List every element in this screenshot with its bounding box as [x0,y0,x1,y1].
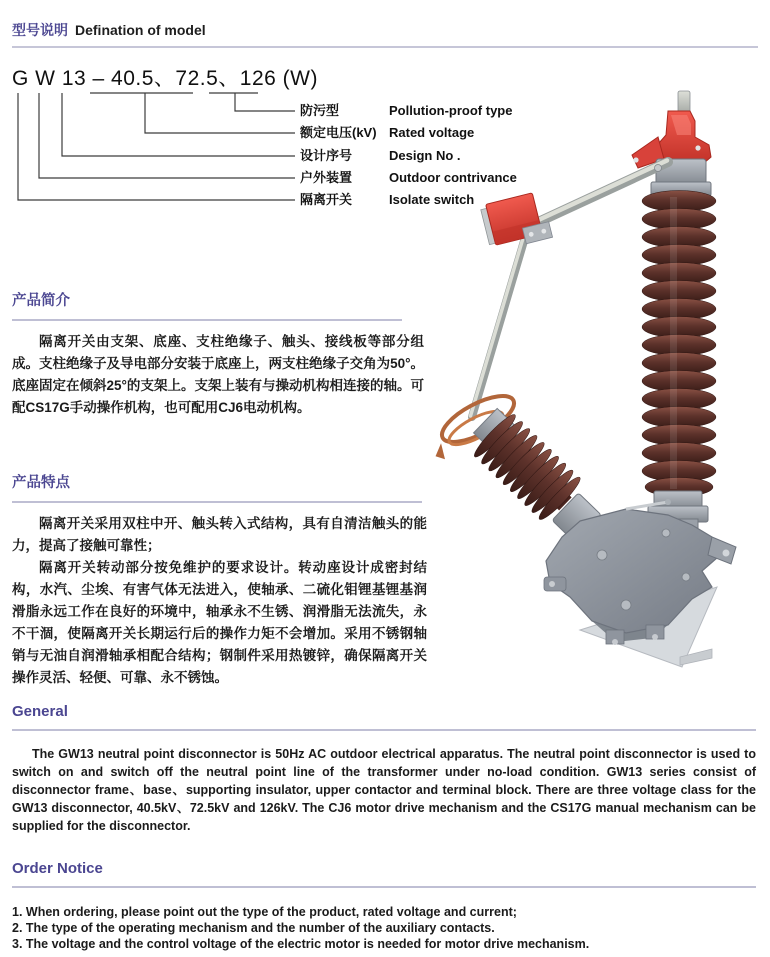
section-general [12,703,756,835]
product-features-divider [12,501,422,503]
product-intro-title: 产品简介 [12,293,70,309]
order-notice-item-1: 1. When ordering, please point out the type of the product, rated voltage and current; [12,905,517,919]
order-notice-title: Order Notice [12,860,103,877]
product-features-paragraph-1: 隔离开关采用双柱中开、触头转入式结构，具有自清洁触头的能力，提高了接触可靠性； [12,516,427,553]
product-photo [430,85,770,670]
label-isolate-cn: 隔离开关 [300,192,353,207]
header-divider [12,46,758,48]
section-product-intro [12,289,424,419]
general-title: General [12,703,68,720]
label-pollution-cn: 防污型 [300,103,340,118]
label-outdoor-en: Outdoor contrivance [389,170,517,185]
product-intro-paragraph: 隔离开关由支架、底座、支柱绝缘子、触头、接线板等部分组成。支柱绝缘子及导电部分安装于底座上，两支柱绝缘子交角为50°。底座固定在倾斜25°的支架上。支架上装有与操动机构相连接的轴。可配CS17G手动操作机构，也可配用CJ6电动机构。 [12,334,424,415]
label-pollution-en: Pollution-proof type [389,103,513,118]
drive-rod [471,240,525,417]
section-product-features [12,471,427,689]
order-notice-divider [12,886,756,888]
order-notice-item-2: 2. The type of the operating mechanism and the number of the auxiliary contacts. [12,921,495,935]
page-title-en: Defination of model [75,22,206,38]
label-voltage-cn: 额定电压(kV) [300,125,377,140]
order-notice-item-3: 3. The voltage and the control voltage of the electric motor is needed for motor drive mechanism. [12,937,590,951]
section-order-notice [12,860,756,952]
page-title [12,20,206,40]
order-notice-list [12,904,756,952]
label-design-cn: 设计序号 [300,148,353,163]
label-design-en: Design No . [389,148,461,163]
support-insulator [642,191,716,497]
product-features-title: 产品特点 [12,475,70,491]
label-isolate-en: Isolate switch [389,192,475,207]
product-features-paragraph-2: 隔离开关转动部分按免维护的要求设计。转动座设计成密封结构，水汽、尘埃、有害气体无法进入，使轴承、二硫化钼锂基锂基润滑脂永远工作在良好的环境中，轴承永不生锈、润滑脂无法流失，永不干涸，使隔离开关长期运行后的操作力矩不会增加。采用不锈钢轴销与无油自润滑轴承相配合结构；钢制件采用热镀锌，确保隔离开关操作灵活、轻便、可靠、永不锈蚀。 [12,560,427,685]
page-title-cn: 型号说明 [12,22,68,38]
label-outdoor-cn: 户外装置 [300,170,353,185]
model-string: G W 13 – 40.5、72.5、126 (W) [12,67,318,90]
general-divider [12,729,756,731]
label-voltage-en: Rated voltage [389,125,475,140]
general-paragraph: The GW13 neutral point disconnector is 50Hz AC outdoor electrical apparatus. The neutral point disconnector is used to switch on and switch off the neutral point line of the transformer under no-load condition. GW13 series consist of disconnector frame、base、supporting insulator, upper contactor and terminal block. There are three voltage class for the GW13 disconnector, 40.5kV、72.5kV and 126kV. The CJ6 motor drive mechanism and the CS17G manual mechanism can be supplied for the disconnector. [12,747,756,833]
product-intro-divider [12,319,402,321]
